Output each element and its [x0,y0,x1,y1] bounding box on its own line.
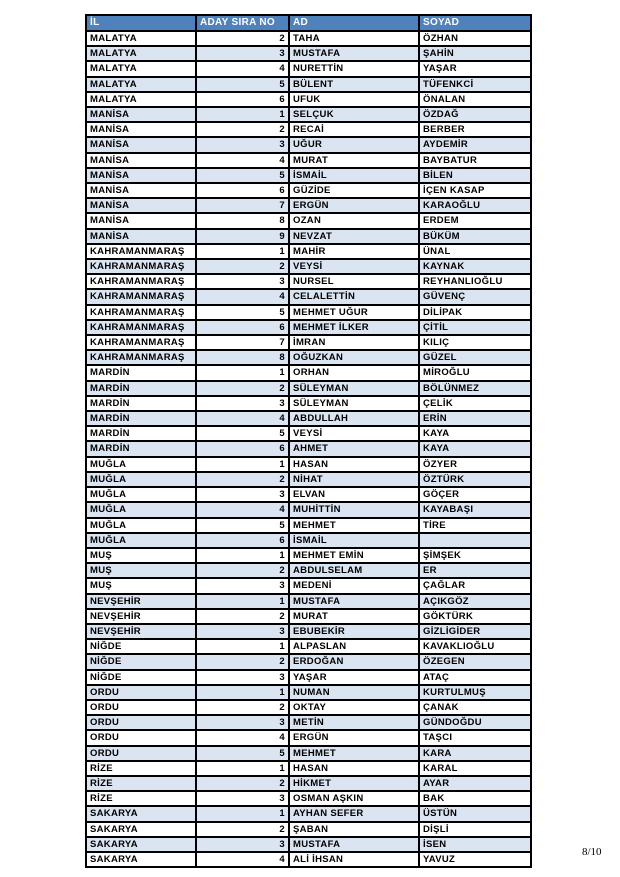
cell-soyad: GÖÇER [419,487,531,502]
cell-il: MUĞLA [86,472,196,487]
cell-il: KAHRAMANMARAŞ [86,259,196,274]
cell-ad: SELÇUK [289,107,419,122]
cell-aday-sira-no: 5 [196,305,289,320]
cell-aday-sira-no: 8 [196,213,289,228]
cell-soyad: GİZLİGİDER [419,624,531,639]
table-header-row [86,15,531,31]
cell-ad: BÜLENT [289,77,419,92]
cell-aday-sira-no: 4 [196,852,289,867]
table-row [86,791,531,806]
table-row [86,837,531,852]
table-row [86,457,531,472]
cell-ad: OSMAN AŞKIN [289,791,419,806]
cell-il: MUŞ [86,578,196,593]
cell-aday-sira-no: 1 [196,107,289,122]
cell-aday-sira-no: 6 [196,441,289,456]
cell-il: MARDİN [86,411,196,426]
cell-ad: MUHİTTİN [289,502,419,517]
cell-soyad: REYHANLIOĞLU [419,274,531,289]
table-row [86,168,531,183]
cell-ad: METİN [289,715,419,730]
cell-ad: OZAN [289,213,419,228]
cell-il: SAKARYA [86,822,196,837]
cell-aday-sira-no: 1 [196,761,289,776]
cell-ad: UĞUR [289,137,419,152]
cell-ad: ERDOĞAN [289,654,419,669]
cell-il: MANİSA [86,198,196,213]
table-row [86,244,531,259]
cell-soyad: TÜFENKCİ [419,77,531,92]
table-row [86,305,531,320]
cell-aday-sira-no: 3 [196,46,289,61]
cell-il: MANİSA [86,153,196,168]
cell-aday-sira-no: 7 [196,335,289,350]
cell-soyad: YAVUZ [419,852,531,867]
cell-ad: İSMAİL [289,168,419,183]
cell-il: NİĞDE [86,654,196,669]
table-row [86,441,531,456]
cell-il: ORDU [86,730,196,745]
table-row [86,335,531,350]
table-row [86,761,531,776]
cell-il: MUĞLA [86,457,196,472]
cell-il: MARDİN [86,365,196,380]
cell-ad: ALİ İHSAN [289,852,419,867]
cell-soyad: ÖZHAN [419,31,531,46]
candidate-list-table [85,14,532,868]
cell-il: NEVŞEHİR [86,594,196,609]
column-header-il: İL [86,15,196,31]
cell-il: MANİSA [86,229,196,244]
table-row [86,259,531,274]
cell-il: ORDU [86,685,196,700]
cell-ad: MURAT [289,609,419,624]
cell-il: KAHRAMANMARAŞ [86,320,196,335]
cell-soyad [419,533,531,548]
cell-ad: ERGÜN [289,198,419,213]
table-row [86,472,531,487]
table-row [86,685,531,700]
cell-il: SAKARYA [86,852,196,867]
table-row [86,426,531,441]
cell-aday-sira-no: 2 [196,563,289,578]
cell-ad: VEYSİ [289,426,419,441]
cell-soyad: AYAR [419,776,531,791]
cell-il: SAKARYA [86,806,196,821]
cell-aday-sira-no: 2 [196,654,289,669]
cell-il: MUĞLA [86,518,196,533]
cell-soyad: KILIÇ [419,335,531,350]
cell-aday-sira-no: 5 [196,518,289,533]
cell-aday-sira-no: 1 [196,806,289,821]
table-row [86,730,531,745]
cell-soyad: BÖLÜNMEZ [419,381,531,396]
cell-ad: İMRAN [289,335,419,350]
table-row [86,289,531,304]
cell-il: MANİSA [86,137,196,152]
cell-il: KAHRAMANMARAŞ [86,274,196,289]
table-row [86,852,531,867]
cell-ad: MEHMET [289,746,419,761]
table-row [86,396,531,411]
cell-ad: MUSTAFA [289,46,419,61]
cell-il: MUŞ [86,563,196,578]
cell-soyad: BERBER [419,122,531,137]
cell-ad: MEHMET İLKER [289,320,419,335]
cell-soyad: KAVAKLIOĞLU [419,639,531,654]
table-row [86,654,531,669]
cell-ad: ERGÜN [289,730,419,745]
column-header-aday-sira-no: ADAY SIRA NO [196,15,289,31]
cell-soyad: KARAL [419,761,531,776]
table-row [86,670,531,685]
cell-soyad: BAK [419,791,531,806]
cell-ad: NURETTİN [289,61,419,76]
cell-aday-sira-no: 7 [196,198,289,213]
table-row [86,746,531,761]
table-row [86,624,531,639]
table-row [86,639,531,654]
cell-aday-sira-no: 2 [196,609,289,624]
cell-soyad: ÜSTÜN [419,806,531,821]
cell-ad: SÜLEYMAN [289,396,419,411]
cell-il: MALATYA [86,46,196,61]
cell-ad: RECAİ [289,122,419,137]
table-row [86,776,531,791]
cell-aday-sira-no: 1 [196,548,289,563]
cell-aday-sira-no: 3 [196,137,289,152]
cell-soyad: ÜNAL [419,244,531,259]
cell-soyad: TİRE [419,518,531,533]
cell-soyad: ŞİMŞEK [419,548,531,563]
cell-il: RİZE [86,761,196,776]
cell-aday-sira-no: 6 [196,92,289,107]
cell-il: MALATYA [86,77,196,92]
cell-il: ORDU [86,715,196,730]
cell-il: NEVŞEHİR [86,609,196,624]
table-row [86,411,531,426]
cell-il: MALATYA [86,92,196,107]
cell-aday-sira-no: 5 [196,426,289,441]
cell-ad: MUSTAFA [289,837,419,852]
cell-ad: İSMAİL [289,533,419,548]
cell-soyad: ÇİTİL [419,320,531,335]
table-row [86,700,531,715]
table-row [86,578,531,593]
table-row [86,320,531,335]
cell-soyad: GÜVENÇ [419,289,531,304]
cell-soyad: TAŞCI [419,730,531,745]
cell-ad: UFUK [289,92,419,107]
cell-ad: AHMET [289,441,419,456]
cell-aday-sira-no: 2 [196,31,289,46]
cell-aday-sira-no: 2 [196,259,289,274]
column-header-ad: AD [289,15,419,31]
cell-il: NİĞDE [86,670,196,685]
table-row [86,31,531,46]
cell-ad: HASAN [289,761,419,776]
cell-soyad: ÖNALAN [419,92,531,107]
cell-il: MANİSA [86,122,196,137]
cell-soyad: ÖZEGEN [419,654,531,669]
cell-soyad: MİROĞLU [419,365,531,380]
cell-ad: HİKMET [289,776,419,791]
cell-ad: MEDENİ [289,578,419,593]
table-row [86,61,531,76]
cell-aday-sira-no: 5 [196,168,289,183]
cell-ad: TAHA [289,31,419,46]
cell-aday-sira-no: 2 [196,472,289,487]
cell-soyad: ÖZDAĞ [419,107,531,122]
cell-soyad: KAYNAK [419,259,531,274]
cell-il: MALATYA [86,61,196,76]
cell-aday-sira-no: 3 [196,791,289,806]
cell-soyad: YAŞAR [419,61,531,76]
cell-il: MALATYA [86,31,196,46]
table-row [86,153,531,168]
cell-soyad: ÇELİK [419,396,531,411]
cell-ad: GÜZİDE [289,183,419,198]
cell-aday-sira-no: 2 [196,381,289,396]
table-row [86,548,531,563]
table-row [86,822,531,837]
page-number: 8/10 [582,846,602,858]
cell-soyad: KAYA [419,441,531,456]
cell-soyad: İÇEN KASAP [419,183,531,198]
table-row [86,381,531,396]
cell-il: ORDU [86,746,196,761]
cell-ad: OĞUZKAN [289,350,419,365]
cell-soyad: AÇIKGÖZ [419,594,531,609]
cell-aday-sira-no: 3 [196,624,289,639]
cell-ad: ORHAN [289,365,419,380]
cell-soyad: KARA [419,746,531,761]
cell-aday-sira-no: 2 [196,776,289,791]
cell-soyad: BÜKÜM [419,229,531,244]
cell-soyad: AYDEMİR [419,137,531,152]
cell-soyad: GÜZEL [419,350,531,365]
cell-ad: NİHAT [289,472,419,487]
cell-aday-sira-no: 1 [196,685,289,700]
cell-soyad: ÇANAK [419,700,531,715]
cell-aday-sira-no: 4 [196,289,289,304]
cell-il: MUĞLA [86,502,196,517]
cell-aday-sira-no: 3 [196,670,289,685]
cell-soyad: ERİN [419,411,531,426]
table-row [86,715,531,730]
cell-ad: MURAT [289,153,419,168]
cell-aday-sira-no: 1 [196,244,289,259]
cell-aday-sira-no: 3 [196,715,289,730]
cell-il: RİZE [86,776,196,791]
cell-aday-sira-no: 3 [196,578,289,593]
table-row [86,487,531,502]
cell-soyad: BİLEN [419,168,531,183]
cell-il: MARDİN [86,426,196,441]
cell-ad: NEVZAT [289,229,419,244]
cell-aday-sira-no: 4 [196,730,289,745]
cell-soyad: DİŞLİ [419,822,531,837]
cell-il: KAHRAMANMARAŞ [86,305,196,320]
table-body [86,31,531,867]
table-row [86,77,531,92]
table-row [86,274,531,289]
table-row [86,563,531,578]
cell-ad: ELVAN [289,487,419,502]
table-row [86,198,531,213]
cell-soyad: KARAOĞLU [419,198,531,213]
table-row [86,107,531,122]
cell-aday-sira-no: 4 [196,153,289,168]
cell-aday-sira-no: 6 [196,183,289,198]
cell-aday-sira-no: 3 [196,274,289,289]
cell-ad: NUMAN [289,685,419,700]
cell-il: MANİSA [86,213,196,228]
table-row [86,350,531,365]
cell-soyad: İSEN [419,837,531,852]
cell-ad: YAŞAR [289,670,419,685]
cell-il: NEVŞEHİR [86,624,196,639]
table-row [86,365,531,380]
cell-soyad: ÖZTÜRK [419,472,531,487]
cell-aday-sira-no: 5 [196,746,289,761]
cell-il: MANİSA [86,183,196,198]
cell-aday-sira-no: 1 [196,594,289,609]
table-row [86,609,531,624]
cell-ad: ABDULLAH [289,411,419,426]
cell-il: MUĞLA [86,533,196,548]
cell-aday-sira-no: 6 [196,320,289,335]
cell-soyad: KAYABAŞI [419,502,531,517]
cell-aday-sira-no: 8 [196,350,289,365]
cell-soyad: ER [419,563,531,578]
cell-ad: EBUBEKİR [289,624,419,639]
cell-aday-sira-no: 3 [196,487,289,502]
cell-ad: MAHİR [289,244,419,259]
cell-ad: ALPASLAN [289,639,419,654]
cell-ad: NURSEL [289,274,419,289]
cell-aday-sira-no: 3 [196,837,289,852]
cell-ad: CELALETTİN [289,289,419,304]
table-row [86,137,531,152]
cell-ad: OKTAY [289,700,419,715]
cell-aday-sira-no: 2 [196,822,289,837]
cell-soyad: ÇAĞLAR [419,578,531,593]
cell-il: KAHRAMANMARAŞ [86,350,196,365]
cell-ad: AYHAN SEFER [289,806,419,821]
column-header-soyad: SOYAD [419,15,531,31]
table-row [86,122,531,137]
table-row [86,183,531,198]
cell-il: KAHRAMANMARAŞ [86,335,196,350]
cell-ad: MUSTAFA [289,594,419,609]
cell-aday-sira-no: 5 [196,77,289,92]
cell-il: MUĞLA [86,487,196,502]
cell-il: NİĞDE [86,639,196,654]
cell-soyad: DİLİPAK [419,305,531,320]
cell-soyad: BAYBATUR [419,153,531,168]
cell-il: ORDU [86,700,196,715]
cell-il: MARDİN [86,381,196,396]
cell-soyad: ÖZYER [419,457,531,472]
cell-aday-sira-no: 4 [196,61,289,76]
cell-ad: MEHMET [289,518,419,533]
table-row [86,46,531,61]
cell-aday-sira-no: 1 [196,639,289,654]
table-row [86,533,531,548]
cell-ad: MEHMET EMİN [289,548,419,563]
cell-ad: SÜLEYMAN [289,381,419,396]
cell-il: MARDİN [86,396,196,411]
cell-aday-sira-no: 6 [196,533,289,548]
cell-aday-sira-no: 3 [196,396,289,411]
cell-aday-sira-no: 1 [196,365,289,380]
cell-soyad: KAYA [419,426,531,441]
table-row [86,213,531,228]
cell-ad: MEHMET UĞUR [289,305,419,320]
cell-soyad: ERDEM [419,213,531,228]
cell-aday-sira-no: 2 [196,700,289,715]
table-row [86,502,531,517]
cell-il: KAHRAMANMARAŞ [86,289,196,304]
cell-il: MANİSA [86,168,196,183]
cell-ad: VEYSİ [289,259,419,274]
cell-ad: ŞABAN [289,822,419,837]
cell-il: RİZE [86,791,196,806]
cell-aday-sira-no: 2 [196,122,289,137]
table-row [86,518,531,533]
cell-il: MANİSA [86,107,196,122]
cell-aday-sira-no: 1 [196,457,289,472]
cell-soyad: ŞAHİN [419,46,531,61]
cell-il: MARDİN [86,441,196,456]
cell-aday-sira-no: 4 [196,411,289,426]
cell-ad: HASAN [289,457,419,472]
cell-soyad: KURTULMUŞ [419,685,531,700]
table-row [86,92,531,107]
cell-aday-sira-no: 9 [196,229,289,244]
table-row [86,594,531,609]
cell-il: SAKARYA [86,837,196,852]
cell-ad: ABDULSELAM [289,563,419,578]
cell-il: KAHRAMANMARAŞ [86,244,196,259]
cell-soyad: ATAÇ [419,670,531,685]
table-row [86,229,531,244]
cell-soyad: GÜNDOĞDU [419,715,531,730]
cell-il: MUŞ [86,548,196,563]
cell-soyad: GÖKTÜRK [419,609,531,624]
table-row [86,806,531,821]
cell-aday-sira-no: 4 [196,502,289,517]
